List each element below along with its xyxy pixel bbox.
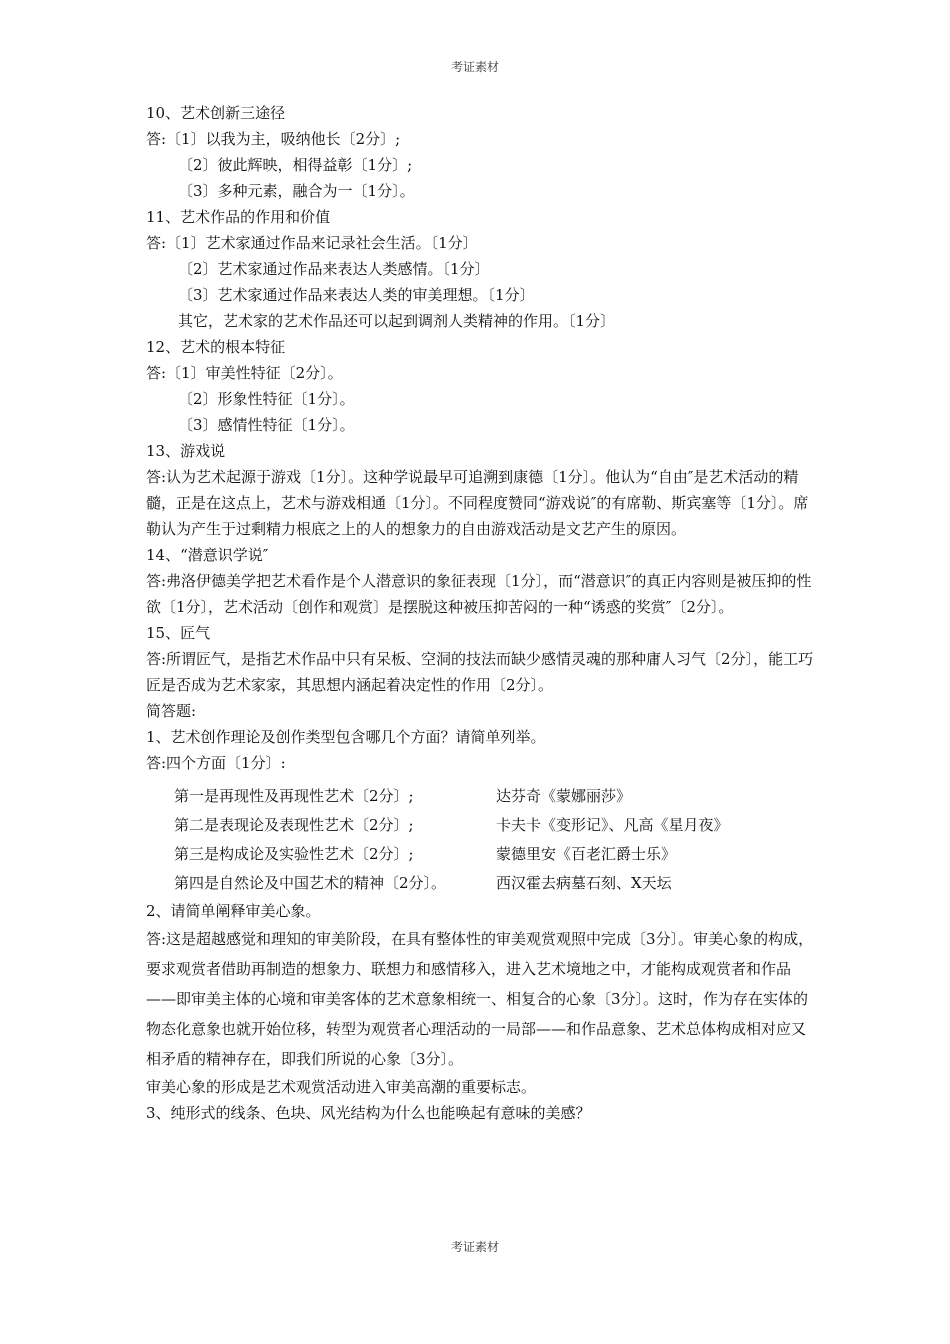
theory-type: 第二是表现论及表现性艺术〔2分〕; [174, 816, 414, 834]
question-14-title: 14、“潜意识学说″ [146, 546, 269, 564]
example-works: 西汉霍去病墓石刻、X天坛 [496, 874, 672, 892]
answer-line: 〔2〕彼此辉映，相得益彰〔1分〕; [178, 156, 413, 174]
list-item [146, 782, 814, 811]
answer-line: 〔2〕艺术家通过作品来表达人类感情。〔1分〕 [178, 260, 490, 278]
page-header: 考证素材 [450, 60, 499, 74]
short-question-3-title: 3、纯形式的线条、色块、风光结构为什么也能唤起有意味的美感？ [146, 1104, 591, 1122]
example-works: 蒙德里安《百老汇爵士乐》 [496, 845, 677, 863]
answer-line: 答:〔1〕艺术家通过作品来记录社会生活。〔1分〕 [146, 234, 478, 252]
theory-type: 第三是构成论及实验性艺术〔2分〕; [174, 845, 414, 863]
answer-line: 其它，艺术家的艺术作品还可以起到调剂人类精神的作用。〔1分〕 [178, 312, 616, 330]
theory-type: 第一是再现性及再现性艺术〔2分〕; [174, 787, 414, 805]
answer-line: 〔3〕感情性特征〔1分〕。 [178, 416, 355, 434]
question-15-title: 15、匠气 [146, 624, 211, 642]
example-works: 达芬奇《蒙娜丽莎》 [496, 787, 632, 805]
answer-line: 答:四个方面〔1分〕: [146, 754, 286, 772]
list-item [146, 840, 814, 869]
list-item [146, 869, 814, 898]
question-11-title: 11、艺术作品的作用和价值 [146, 208, 331, 226]
answer-paragraph: 答:这是超越感觉和理知的审美阶段，在具有整体性的审美观赏观照中完成〔3分〕。审美心象的构成，要求观赏者借助再制造的想象力、联想力和感情移入，进入艺术境地之中，才能构成观赏者和作品——即审美主体的心境和审美客体的艺术意象相统一、相复合的心象〔3分〕。这时，作为存在实体的物态化意象也就开始位移，转型为观赏者心理活动的一局部——和作品意象、艺术总体构成相对应又相矛盾的精神存在，即我们所说的心象〔3分〕。 [146, 930, 814, 1068]
creation-types-list [146, 782, 814, 898]
theory-type: 第四是自然论及中国艺术的精神〔2分〕。 [174, 874, 447, 892]
answer-paragraph: 答:认为艺术起源于游戏〔1分〕。这种学说最早可追溯到康德〔1分〕。他认为“自由″是艺术活动的精髓，正是在这点上，艺术与游戏相通〔1分〕。不同程度赞同“游戏说″的有席勒、斯宾塞等〔1分〕。席勒认为产生于过剩精力根底之上的人的想象力的自由游戏活动是文艺产生的原因。 [146, 468, 809, 538]
answer-paragraph: 答:所谓匠气，是指艺术作品中只有呆板、空洞的技法而缺少感情灵魂的那种庸人习气〔2分〕，能工巧匠是否成为艺术家家，其思想内涵起着决定性的作用〔2分〕。 [146, 650, 814, 694]
short-question-2-title: 2、请简单阐释审美心象。 [146, 902, 321, 920]
answer-line: 答:〔1〕以我为主，吸纳他长〔2分〕; [146, 130, 401, 148]
page-footer: 考证素材 [450, 1240, 499, 1254]
answer-line: 〔3〕艺术家通过作品来表达人类的审美理想。〔1分〕 [178, 286, 535, 304]
example-works: 卡夫卡《变形记》、凡高《星月夜》 [496, 816, 729, 834]
answer-line: 审美心象的形成是艺术观赏活动进入审美高潮的重要标志。 [146, 1078, 537, 1096]
document-body [146, 100, 814, 1126]
question-12-title: 12、艺术的根本特征 [146, 338, 286, 356]
list-item [146, 811, 814, 840]
question-10-title: 10、艺术创新三途径 [146, 104, 286, 122]
section-heading: 简答题: [146, 702, 197, 720]
answer-line: 〔3〕多种元素，融合为一〔1分〕。 [178, 182, 415, 200]
answer-paragraph: 答:弗洛伊德美学把艺术看作是个人潜意识的象征表现〔1分〕，而“潜意识″的真正内容则是被压抑的性欲〔1分〕，艺术活动〔创作和观赏〕是摆脱这种被压抑苦闷的一种“诱惑的奖赏″〔2分〕。 [146, 572, 812, 616]
question-13-title: 13、游戏说 [146, 442, 226, 460]
answer-line: 答:〔1〕审美性特征〔2分〕。 [146, 364, 343, 382]
answer-line: 〔2〕形象性特征〔1分〕。 [178, 390, 355, 408]
short-question-1-title: 1、艺术创作理论及创作类型包含哪几个方面？请简单列举。 [146, 728, 546, 746]
